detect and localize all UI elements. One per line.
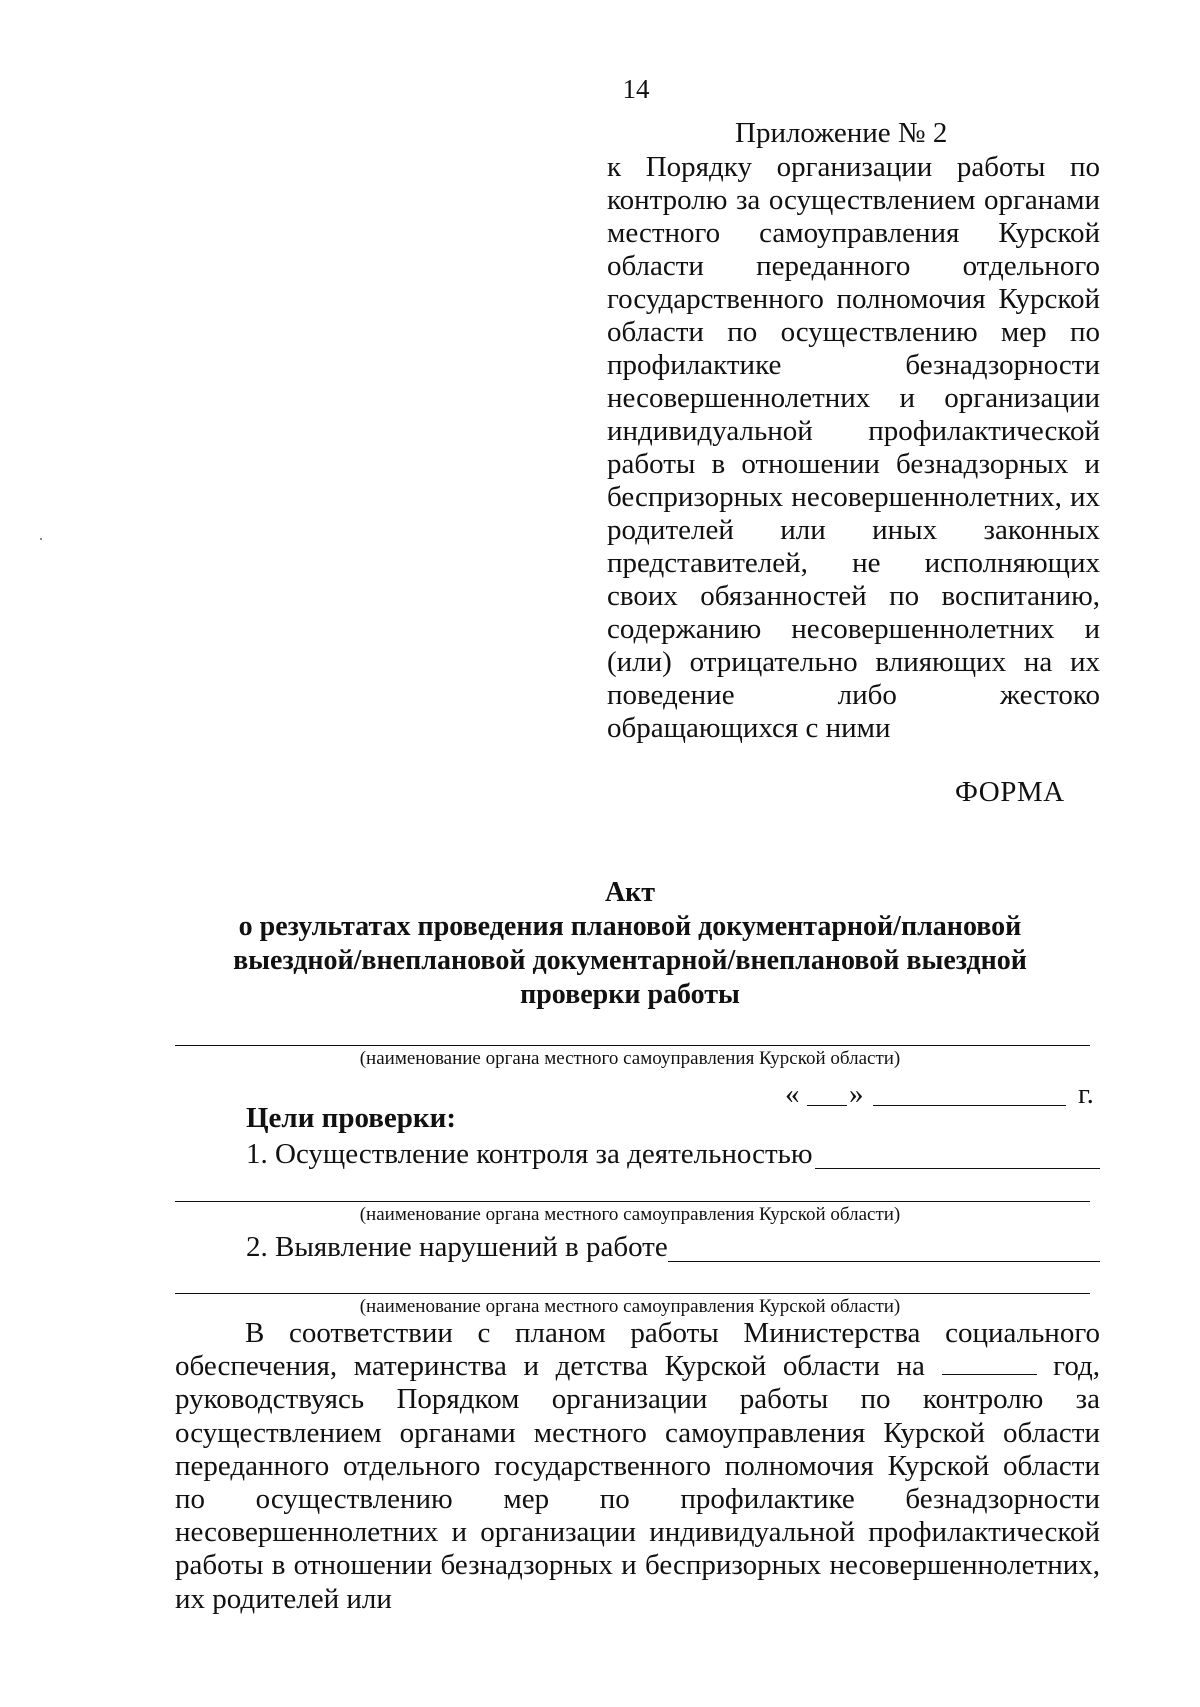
organ-name-line[interactable] [175, 1045, 1090, 1046]
date-close-quote: » [849, 1078, 864, 1110]
goal-2-organ-line[interactable] [175, 1293, 1090, 1294]
goal-2-organ-caption: (наименование органа местного самоуправления Курской области) [359, 1296, 901, 1317]
appendix-text: к Порядку организации работы по контролю за осуществлением органами местного самоуправления Курской области переданного отдельного государственного полномочия Курской области по осуществлению мер по профилактике безнадзорности несовершеннолетних и организации индивидуальной профилактической работы в отношении безнадзорных и беспризорных несовершеннолетних, их родителей или иных законных представителей, не исполняющих своих обязанностей по воспитанию, содержанию несовершеннолетних и (или) отрицательно влияющих на их поведение либо жестоко обращающихся с ними [607, 151, 1100, 744]
year-blank[interactable] [942, 1352, 1037, 1375]
body-paragraph [175, 1317, 1100, 1616]
body-text-part2: год, руководствуясь Порядком организации работы по контролю за осуществлением органами местного самоуправления Курской области переданного отдельного государственного полномочия Курской области по осуществлению мер по профилактике безнадзорности несовершеннолетних и организации индивидуальной профилактической работы в отношении безнадзорных и беспризорных несовершеннолетних, их родителей или [175, 1350, 1101, 1615]
goal-1-organ-line[interactable] [175, 1201, 1090, 1202]
form-label: ФОРМА [955, 776, 1065, 808]
goal-item-2: 2. Выявление нарушений в работе [246, 1231, 668, 1263]
date-year-suffix: г. [1078, 1078, 1094, 1110]
body-text-part1: В соответствии с планом работы Министерства социального обеспечения, материнства и детства Курской области на [175, 1317, 1100, 1383]
organ-name-caption: (наименование органа местного самоуправления Курской области) [359, 1048, 901, 1069]
goal-2-blank[interactable] [668, 1261, 1100, 1262]
page-number: 14 [622, 74, 650, 104]
date-open-quote: « [785, 1078, 800, 1110]
goal-1-blank[interactable] [815, 1168, 1100, 1169]
date-field [785, 1077, 1100, 1111]
goals-heading: Цели проверки: [246, 1102, 457, 1134]
goal-1-organ-caption: (наименование органа местного самоуправления Курской области) [359, 1204, 901, 1225]
date-day-blank[interactable] [807, 1105, 847, 1106]
act-title: Акт [604, 877, 656, 908]
date-month-blank[interactable] [873, 1105, 1066, 1106]
scan-speck [40, 538, 42, 540]
appendix-title: Приложение № 2 [735, 117, 948, 149]
goal-item-1: 1. Осуществление контроля за деятельностью [246, 1138, 813, 1170]
act-subtitle: о результатах проведения плановой документарной/плановой выездной/внеплановой документарной/внеплановой выездной проверки работы [233, 911, 1027, 1010]
